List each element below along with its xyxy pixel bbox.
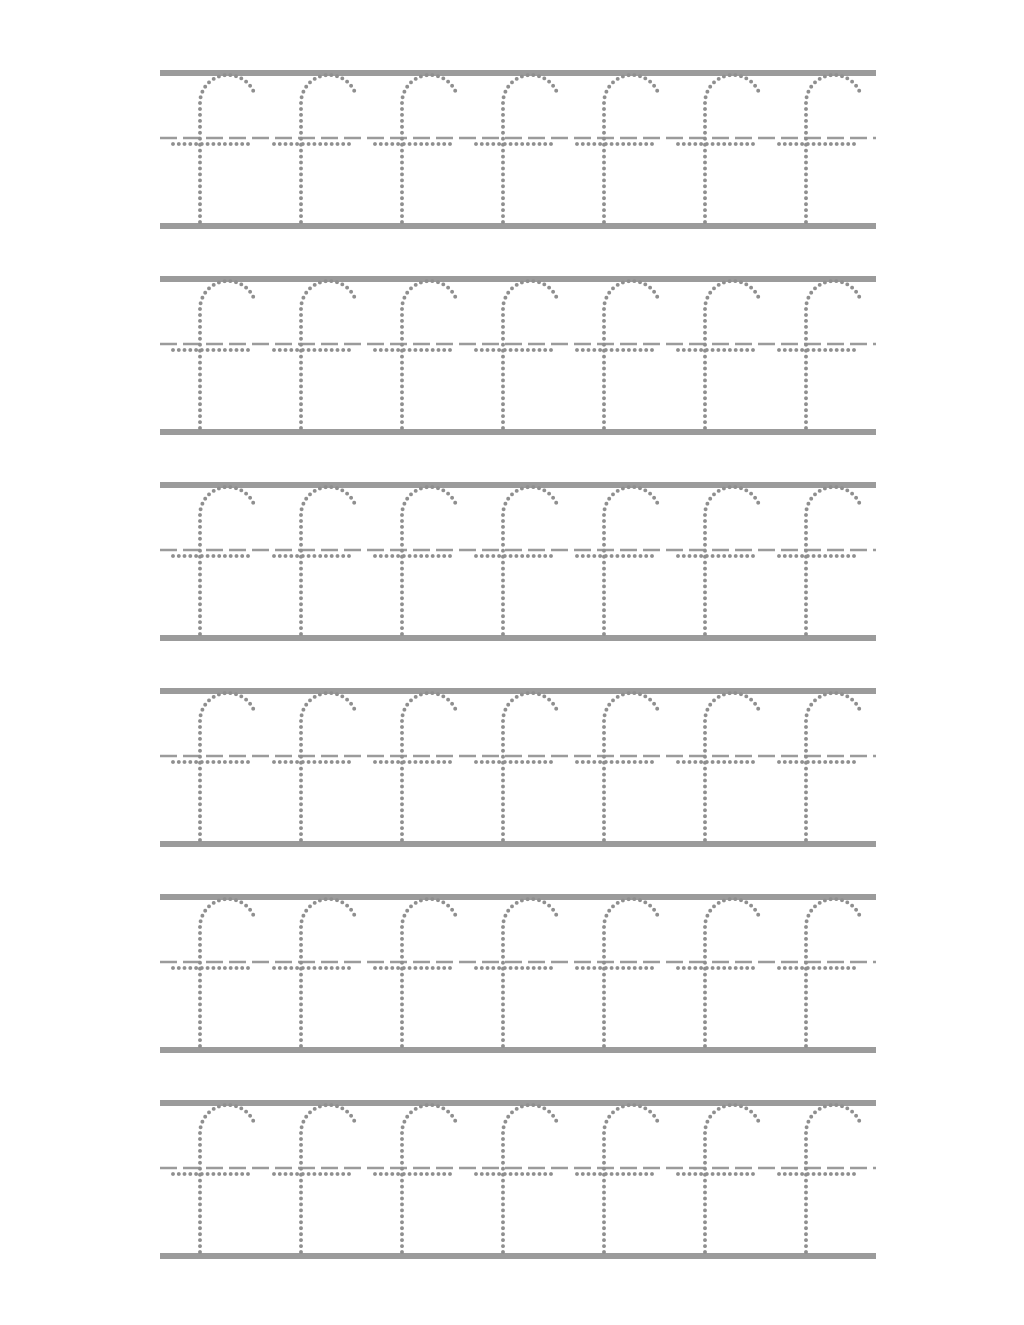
- tracing-letter-f: [777, 485, 861, 636]
- practice-row: [160, 73, 876, 226]
- tracing-letter-f: [272, 73, 356, 224]
- tracing-letter-f: [171, 279, 255, 430]
- practice-row: [160, 485, 876, 638]
- tracing-letter-f: [676, 73, 760, 224]
- tracing-letter-f: [777, 279, 861, 430]
- tracing-letter-f: [373, 279, 457, 430]
- tracing-letter-f: [474, 691, 558, 842]
- tracing-letter-f: [777, 73, 861, 224]
- tracing-letter-f: [474, 485, 558, 636]
- tracing-letter-f: [171, 691, 255, 842]
- tracing-letter-f: [272, 691, 356, 842]
- tracing-letter-f: [575, 73, 659, 224]
- tracing-letter-f: [272, 485, 356, 636]
- tracing-letter-f: [474, 73, 558, 224]
- tracing-letter-f: [676, 485, 760, 636]
- practice-row: [160, 897, 876, 1050]
- tracing-letter-f: [373, 485, 457, 636]
- tracing-letter-f: [777, 691, 861, 842]
- tracing-letter-f: [676, 279, 760, 430]
- tracing-letter-f: [171, 897, 255, 1048]
- tracing-letter-f: [474, 897, 558, 1048]
- tracing-letter-f: [676, 691, 760, 842]
- tracing-letter-f: [272, 1103, 356, 1254]
- tracing-letter-f: [474, 1103, 558, 1254]
- tracing-letter-f: [575, 279, 659, 430]
- tracing-letter-f: [272, 279, 356, 430]
- tracing-letter-f: [373, 691, 457, 842]
- tracing-letter-f: [575, 897, 659, 1048]
- tracing-letter-f: [171, 73, 255, 224]
- tracing-letter-f: [575, 1103, 659, 1254]
- tracing-letter-f: [575, 691, 659, 842]
- tracing-letter-f: [474, 279, 558, 430]
- practice-row: [160, 279, 876, 432]
- practice-rows: [160, 73, 876, 1256]
- tracing-letter-f: [575, 485, 659, 636]
- practice-row: [160, 1103, 876, 1256]
- tracing-letter-f: [373, 1103, 457, 1254]
- tracing-letter-f: [272, 897, 356, 1048]
- tracing-letter-f: [676, 897, 760, 1048]
- tracing-letter-f: [777, 897, 861, 1048]
- tracing-letter-f: [676, 1103, 760, 1254]
- tracing-letter-f: [373, 73, 457, 224]
- tracing-letter-f: [777, 1103, 861, 1254]
- practice-row: [160, 691, 876, 844]
- tracing-letter-f: [171, 1103, 255, 1254]
- tracing-letter-f: [373, 897, 457, 1048]
- tracing-letter-f: [171, 485, 255, 636]
